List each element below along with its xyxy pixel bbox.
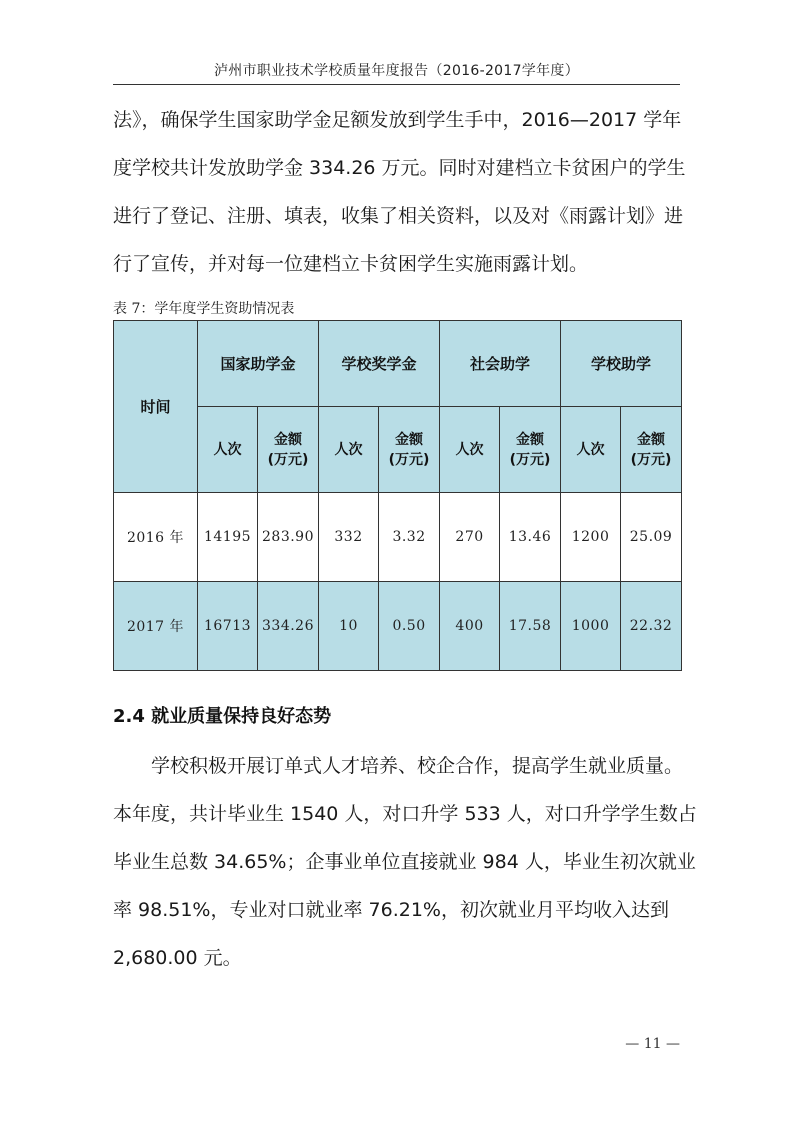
paragraph-line: 行了宣传，并对每一位建档立卡贫困学生实施雨露计划。 xyxy=(113,253,589,275)
paragraph-line: 学校积极开展订单式人才培养、校企合作，提高学生就业质量。 xyxy=(113,755,684,777)
employment-paragraph xyxy=(113,742,697,982)
header-rule xyxy=(113,84,680,85)
paragraph-line: 毕业生总数 34.65%；企事业单位直接就业 984 人，毕业生初次就业 xyxy=(113,851,696,873)
amount-header-line2: (万元) xyxy=(630,451,672,468)
table-cell: 3.32 xyxy=(379,493,440,582)
paragraph-line: 本年度，共计毕业生 1540 人，对口升学 533 人，对口升学学生数占 xyxy=(113,803,697,825)
amount-header-line2: (万元) xyxy=(388,451,430,468)
table-cell: 0.50 xyxy=(379,582,440,671)
table-row xyxy=(114,582,682,671)
table-cell: 334.26 xyxy=(258,582,319,671)
group-header-school-aid: 学校助学 xyxy=(561,321,682,407)
table-row xyxy=(114,493,682,582)
table-cell: 10 xyxy=(319,582,379,671)
table-cell: 13.46 xyxy=(500,493,561,582)
group-header-social-aid: 社会助学 xyxy=(440,321,561,407)
running-header: 泸州市职业技术学校质量年度报告（2016-2017学年度） xyxy=(213,63,579,79)
table-cell: 1200 xyxy=(561,493,621,582)
table-cell: 332 xyxy=(319,493,379,582)
amount-header-line2: (万元) xyxy=(267,451,309,468)
amount-header xyxy=(500,407,561,493)
table-cell: 400 xyxy=(440,582,500,671)
paragraph-line: 度学校共计发放助学金 334.26 万元。同时对建档立卡贫困户的学生 xyxy=(113,157,686,179)
amount-header xyxy=(379,407,440,493)
count-header: 人次 xyxy=(561,407,621,493)
amount-header-line2: (万元) xyxy=(509,451,551,468)
table-cell: 16713 xyxy=(198,582,258,671)
amount-header-line1: 金额 xyxy=(637,431,666,448)
paragraph-line: 进行了登记、注册、填表，收集了相关资料，以及对《雨露计划》进 xyxy=(113,205,684,227)
table-cell: 25.09 xyxy=(621,493,682,582)
paragraph-line: 法》，确保学生国家助学金足额发放到学生手中，2016—2017 学年 xyxy=(113,109,682,131)
intro-paragraph xyxy=(113,96,686,288)
year-cell: 2017 年 xyxy=(114,582,198,671)
amount-header-line1: 金额 xyxy=(516,431,545,448)
page-number: — 11 — xyxy=(625,1036,680,1052)
student-aid-table xyxy=(113,320,682,671)
table-cell: 1000 xyxy=(561,582,621,671)
amount-header-line1: 金额 xyxy=(274,431,302,448)
section-heading: 2.4 就业质量保持良好态势 xyxy=(113,706,332,727)
group-header-national-grant: 国家助学金 xyxy=(198,321,319,407)
table-cell: 17.58 xyxy=(500,582,561,671)
table-cell: 270 xyxy=(440,493,500,582)
amount-header-line1: 金额 xyxy=(395,431,424,448)
amount-header xyxy=(621,407,682,493)
table-cell: 283.90 xyxy=(258,493,319,582)
count-header: 人次 xyxy=(319,407,379,493)
table-caption: 表 7：学年度学生资助情况表 xyxy=(113,301,295,317)
paragraph-line: 率 98.51%，专业对口就业率 76.21%，初次就业月平均收入达到 xyxy=(113,899,669,921)
paragraph-line: 2,680.00 元。 xyxy=(113,947,242,969)
amount-header xyxy=(258,407,319,493)
table-cell: 14195 xyxy=(198,493,258,582)
count-header: 人次 xyxy=(198,407,258,493)
time-header: 时间 xyxy=(114,321,198,493)
table-cell: 22.32 xyxy=(621,582,682,671)
count-header: 人次 xyxy=(440,407,500,493)
group-header-school-scholarship: 学校奖学金 xyxy=(319,321,440,407)
year-cell: 2016 年 xyxy=(114,493,198,582)
